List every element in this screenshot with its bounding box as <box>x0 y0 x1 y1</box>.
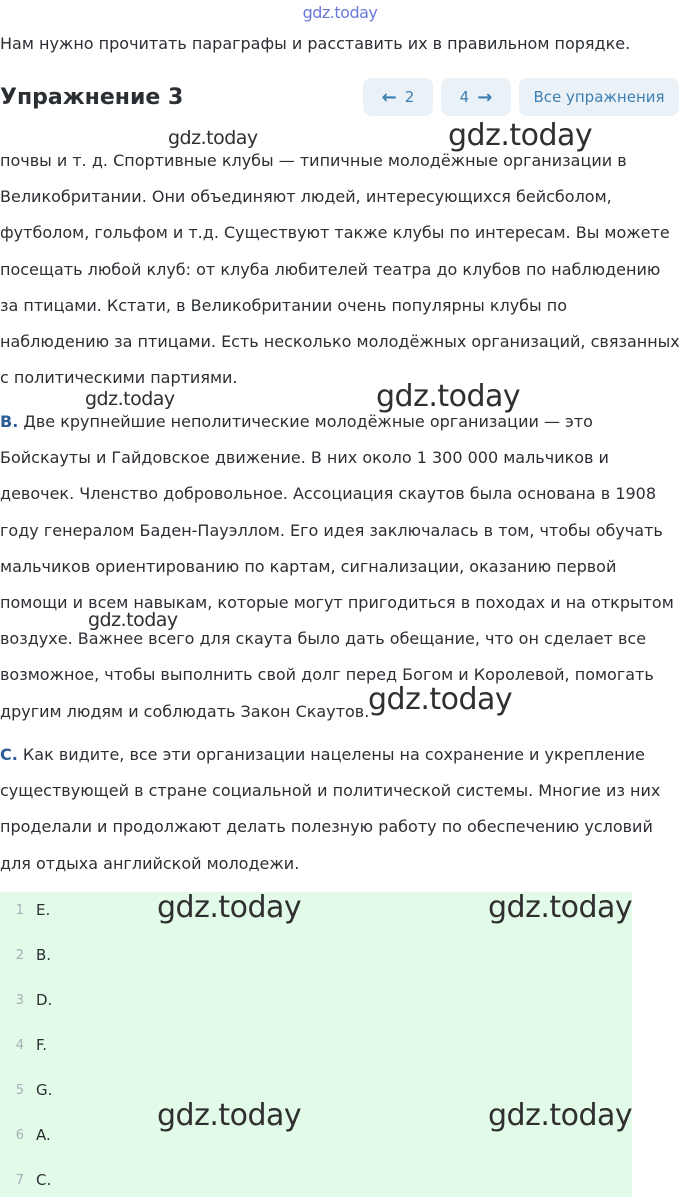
answer-value: B. <box>36 946 52 964</box>
answer-number: 6 <box>15 1127 24 1143</box>
watermark: gdz.today <box>88 609 178 631</box>
watermark: gdz.today <box>168 127 258 149</box>
intro-text: Нам нужно прочитать параграфы и расставить их в правильном порядке. <box>0 34 631 53</box>
site-logo[interactable]: gdz.today <box>302 3 378 22</box>
watermark: gdz.today <box>488 1098 633 1133</box>
answer-row <box>0 1165 632 1195</box>
answer-value: E. <box>36 901 51 919</box>
paragraph-c-letter: C. <box>0 745 18 764</box>
answer-value: F. <box>36 1036 47 1054</box>
watermark: gdz.today <box>157 890 302 925</box>
answer-value: A. <box>36 1126 51 1144</box>
answer-row <box>0 895 632 925</box>
watermark: gdz.today <box>157 1098 302 1133</box>
answer-number: 2 <box>15 947 24 963</box>
answer-row <box>0 940 632 970</box>
prev-exercise-label: 2 <box>404 88 415 106</box>
watermark: gdz.today <box>488 890 633 925</box>
answer-row <box>0 985 632 1015</box>
answer-number: 5 <box>15 1082 24 1098</box>
arrow-left-icon: ← <box>381 86 397 108</box>
paragraph-a-text: почвы и т. д. Спортивные клубы — типичные молодёжные организации в Великобритании. Они объединяют людей, интересующихся бейсболом, футболом, гольфом и т.д. Существуют также клубы по интересам. Вы можете посещать любой клуб: от клуба любителей театра до клубов по наблюдению за птицами. Кстати, в Великобритании очень популярны клубы по наблюдению за птицами. Есть несколько молодёжных организаций, связанных с политическими партиями. <box>0 151 680 388</box>
answer-value: D. <box>36 991 53 1009</box>
answer-row <box>0 1030 632 1060</box>
paragraph-b-letter: B. <box>0 412 19 431</box>
arrow-right-icon: → <box>477 86 493 108</box>
answer-value: G. <box>36 1081 53 1099</box>
prev-exercise-button[interactable] <box>363 78 433 116</box>
clipped-text-fragment <box>0 122 680 134</box>
paragraph-c <box>0 737 680 882</box>
next-exercise-label: 4 <box>459 88 470 106</box>
paragraph-b-text: Две крупнейшие неполитические молодёжные организации — это Бойскауты и Гайдовское движение. В них около 1 300 000 мальчиков и девочек. Членство добровольное. Ассоциация скаутов была основана в 1908 году генералом Баден-Пауэллом. Его идея заключалась в том, чтобы обучать мальчиков ориентированию по картам, сигнализации, оказанию первой помощи и всем навыкам, которые могут пригодиться в походах и на открытом воздухе. Важнее всего для скаута было дать обещание, что он сделает все возможное, чтобы выполнить свой долг перед Богом и Королевой, помогать другим людям и соблюдать Закон Скаутов. <box>0 412 674 721</box>
answer-number: 7 <box>15 1172 24 1188</box>
answer-value: C. <box>36 1171 52 1189</box>
paragraph-c-text: Как видите, все эти организации нацелены на сохранение и укрепление существующей в стране социальной и политической системы. Многие из них проделали и продолжают делать полезную работу по обеспечению условий для отдыха английской молодежи. <box>0 745 661 873</box>
all-exercises-label: Все упражнения <box>533 88 665 106</box>
exercise-title: Упражнение 3 <box>0 85 184 110</box>
paragraph-a <box>0 143 680 396</box>
answer-list <box>0 892 632 1197</box>
watermark: gdz.today <box>368 682 513 717</box>
paragraph-b <box>0 404 680 730</box>
answer-number: 3 <box>15 992 24 1008</box>
watermark: gdz.today <box>448 118 593 153</box>
answer-row <box>0 1120 632 1150</box>
answer-number: 4 <box>15 1037 24 1053</box>
answer-number: 1 <box>15 902 24 918</box>
watermark: gdz.today <box>376 379 521 414</box>
answer-row <box>0 1075 632 1105</box>
all-exercises-button[interactable] <box>519 78 679 116</box>
next-exercise-button[interactable] <box>441 78 511 116</box>
watermark: gdz.today <box>85 388 175 410</box>
